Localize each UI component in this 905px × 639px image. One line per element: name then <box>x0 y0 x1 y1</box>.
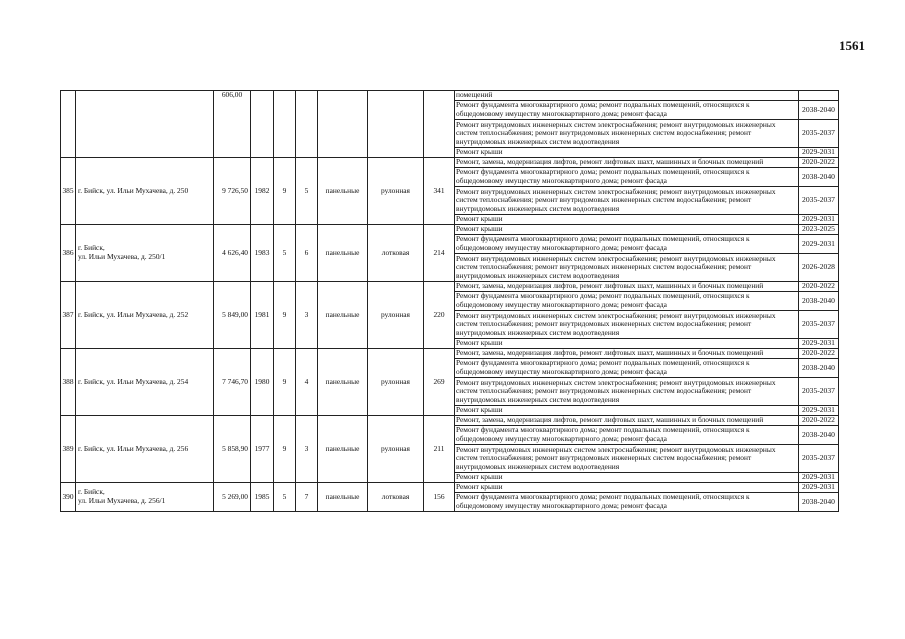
house-number-cell: 390 <box>61 483 76 512</box>
work-description-cell: Ремонт фундамента многоквартирного дома; ремонт подвальных помещений, относящихся к общедомовому имуществу многоквартирного дома; ремонт фасада <box>455 493 799 512</box>
work-description-cell: Ремонт фундамента многоквартирного дома; ремонт подвальных помещений, относящихся к общедомовому имуществу многоквартирного дома; ремонт фасада <box>455 101 799 120</box>
table-row <box>61 416 839 426</box>
work-term-cell: 2020-2022 <box>799 158 839 168</box>
work-description-cell: Ремонт внутридомовых инженерных систем электроснабжения; ремонт внутридомовых инженерных систем теплоснабжения; ремонт внутридомовых инженерных систем водоснабжения; ремонт внутридомовых инженерных систем водоотведения <box>455 311 799 339</box>
address-cell <box>76 91 214 158</box>
work-description-cell: Ремонт внутридомовых инженерных систем электроснабжения; ремонт внутридомовых инженерных систем теплоснабжения; ремонт внутридомовых инженерных систем водоснабжения; ремонт внутридомовых инженерных систем водоотведения <box>455 187 799 215</box>
entrances-cell: 3 <box>296 282 318 349</box>
work-description-cell: Ремонт, замена, модернизация лифтов, ремонт лифтовых шахт, машинных и блочных помещений <box>455 158 799 168</box>
work-description-cell: Ремонт крыши <box>455 473 799 483</box>
year-built-cell: 1980 <box>251 349 274 416</box>
residents-cell: 214 <box>424 225 455 282</box>
work-term-cell: 2035-2037 <box>799 187 839 215</box>
address-cell: г. Бийск, ул. Ильи Мухачева, д. 250/1 <box>76 225 214 282</box>
house-number-cell: 387 <box>61 282 76 349</box>
work-description-cell: Ремонт крыши <box>455 148 799 158</box>
work-description-cell: помещений <box>455 91 799 101</box>
residents-cell: 211 <box>424 416 455 483</box>
work-term-cell: 2035-2037 <box>799 311 839 339</box>
work-term-cell: 2029-2031 <box>799 339 839 349</box>
house-number-cell: 386 <box>61 225 76 282</box>
wall-material-cell: панельные <box>318 349 368 416</box>
work-description-cell: Ремонт, замена, модернизация лифтов, ремонт лифтовых шахт, машинных и блочных помещений <box>455 282 799 292</box>
work-term-cell: 2020-2022 <box>799 282 839 292</box>
entrances-cell: 3 <box>296 416 318 483</box>
work-description-cell: Ремонт внутридомовых инженерных систем электроснабжения; ремонт внутридомовых инженерных систем теплоснабжения; ремонт внутридомовых инженерных систем водоснабжения; ремонт внутридомовых инженерных систем водоотведения <box>455 254 799 282</box>
entrances-cell: 7 <box>296 483 318 512</box>
roof-type-cell: рулонная <box>368 349 424 416</box>
wall-material-cell: панельные <box>318 416 368 483</box>
table-row <box>61 349 839 359</box>
work-description-cell: Ремонт крыши <box>455 225 799 235</box>
wall-material-cell: панельные <box>318 282 368 349</box>
floors-cell: 9 <box>274 349 296 416</box>
house-number-cell: 388 <box>61 349 76 416</box>
work-term-cell: 2038-2040 <box>799 359 839 378</box>
floors-cell: 9 <box>274 282 296 349</box>
address-cell: г. Бийск, ул. Ильи Мухачева, д. 252 <box>76 282 214 349</box>
work-term-cell: 2026-2028 <box>799 254 839 282</box>
work-term-cell: 2020-2022 <box>799 416 839 426</box>
work-term-cell: 2038-2040 <box>799 101 839 120</box>
work-description-cell: Ремонт внутридомовых инженерных систем электроснабжения; ремонт внутридомовых инженерных систем теплоснабжения; ремонт внутридомовых инженерных систем водоснабжения; ремонт внутридомовых инженерных систем водоотведения <box>455 445 799 473</box>
wall-material-cell <box>318 91 368 158</box>
registry-body <box>61 91 839 512</box>
year-built-cell <box>251 91 274 158</box>
roof-type-cell: лотковая <box>368 483 424 512</box>
address-cell: г. Бийск, ул. Ильи Мухачева, д. 256/1 <box>76 483 214 512</box>
floors-cell <box>274 91 296 158</box>
entrances-cell <box>296 91 318 158</box>
work-term-cell: 2020-2022 <box>799 349 839 359</box>
residents-cell: 156 <box>424 483 455 512</box>
area-cell: 5 858,90 <box>214 416 251 483</box>
work-term-cell: 2029-2031 <box>799 215 839 225</box>
table-row <box>61 282 839 292</box>
wall-material-cell: панельные <box>318 225 368 282</box>
table-row <box>61 483 839 493</box>
entrances-cell: 5 <box>296 158 318 225</box>
work-term-cell: 2029-2031 <box>799 235 839 254</box>
page-number: 1561 <box>839 38 865 53</box>
floors-cell: 9 <box>274 158 296 225</box>
house-number-cell <box>61 91 76 158</box>
work-description-cell: Ремонт фундамента многоквартирного дома; ремонт подвальных помещений, относящихся к общедомовому имуществу многоквартирного дома; ремонт фасада <box>455 359 799 378</box>
residents-cell <box>424 91 455 158</box>
floors-cell: 9 <box>274 416 296 483</box>
work-term-cell: 2038-2040 <box>799 168 839 187</box>
residents-cell: 220 <box>424 282 455 349</box>
work-term-cell: 2035-2037 <box>799 445 839 473</box>
work-description-cell: Ремонт фундамента многоквартирного дома; ремонт подвальных помещений, относящихся к общедомовому имуществу многоквартирного дома; ремонт фасада <box>455 426 799 445</box>
work-description-cell: Ремонт крыши <box>455 483 799 493</box>
year-built-cell: 1981 <box>251 282 274 349</box>
work-term-cell: 2029-2031 <box>799 473 839 483</box>
year-built-cell: 1983 <box>251 225 274 282</box>
year-built-cell: 1982 <box>251 158 274 225</box>
entrances-cell: 4 <box>296 349 318 416</box>
work-description-cell: Ремонт, замена, модернизация лифтов, ремонт лифтовых шахт, машинных и блочных помещений <box>455 416 799 426</box>
work-description-cell: Ремонт фундамента многоквартирного дома; ремонт подвальных помещений, относящихся к общедомовому имуществу многоквартирного дома; ремонт фасада <box>455 235 799 254</box>
work-term-cell: 2038-2040 <box>799 426 839 445</box>
residents-cell: 269 <box>424 349 455 416</box>
area-cell: 5 849,00 <box>214 282 251 349</box>
entrances-cell: 6 <box>296 225 318 282</box>
residents-cell: 341 <box>424 158 455 225</box>
work-description-cell: Ремонт фундамента многоквартирного дома; ремонт подвальных помещений, относящихся к общедомовому имуществу многоквартирного дома; ремонт фасада <box>455 168 799 187</box>
year-built-cell: 1977 <box>251 416 274 483</box>
work-description-cell: Ремонт, замена, модернизация лифтов, ремонт лифтовых шахт, машинных и блочных помещений <box>455 349 799 359</box>
house-number-cell: 385 <box>61 158 76 225</box>
area-cell: 606,00 <box>214 91 251 158</box>
table-row <box>61 158 839 168</box>
work-term-cell: 2038-2040 <box>799 493 839 512</box>
work-description-cell: Ремонт фундамента многоквартирного дома; ремонт подвальных помещений, относящихся к общедомовому имуществу многоквартирного дома; ремонт фасада <box>455 292 799 311</box>
address-cell: г. Бийск, ул. Ильи Мухачева, д. 256 <box>76 416 214 483</box>
roof-type-cell: рулонная <box>368 282 424 349</box>
work-description-cell: Ремонт внутридомовых инженерных систем электроснабжения; ремонт внутридомовых инженерных систем теплоснабжения; ремонт внутридомовых инженерных систем водоснабжения; ремонт внутридомовых инженерных систем водоотведения <box>455 120 799 148</box>
address-cell: г. Бийск, ул. Ильи Мухачева, д. 254 <box>76 349 214 416</box>
work-term-cell: 2038-2040 <box>799 292 839 311</box>
housing-repair-registry-table <box>60 90 839 512</box>
work-term-cell: 2029-2031 <box>799 148 839 158</box>
address-cell: г. Бийск, ул. Ильи Мухачева, д. 250 <box>76 158 214 225</box>
work-term-cell: 2029-2031 <box>799 483 839 493</box>
area-cell: 7 746,70 <box>214 349 251 416</box>
wall-material-cell: панельные <box>318 158 368 225</box>
roof-type-cell: рулонная <box>368 416 424 483</box>
floors-cell: 5 <box>274 483 296 512</box>
work-term-cell <box>799 91 839 101</box>
work-description-cell: Ремонт крыши <box>455 406 799 416</box>
table-row <box>61 91 839 101</box>
work-description-cell: Ремонт крыши <box>455 339 799 349</box>
year-built-cell: 1985 <box>251 483 274 512</box>
work-term-cell: 2029-2031 <box>799 406 839 416</box>
roof-type-cell <box>368 91 424 158</box>
house-number-cell: 389 <box>61 416 76 483</box>
work-term-cell: 2023-2025 <box>799 225 839 235</box>
work-description-cell: Ремонт внутридомовых инженерных систем электроснабжения; ремонт внутридомовых инженерных систем теплоснабжения; ремонт внутридомовых инженерных систем водоснабжения; ремонт внутридомовых инженерных систем водоотведения <box>455 378 799 406</box>
table-row <box>61 225 839 235</box>
work-term-cell: 2035-2037 <box>799 378 839 406</box>
roof-type-cell: лотковая <box>368 225 424 282</box>
work-description-cell: Ремонт крыши <box>455 215 799 225</box>
work-term-cell: 2035-2037 <box>799 120 839 148</box>
area-cell: 9 726,50 <box>214 158 251 225</box>
roof-type-cell: рулонная <box>368 158 424 225</box>
area-cell: 4 626,40 <box>214 225 251 282</box>
area-cell: 5 269,00 <box>214 483 251 512</box>
floors-cell: 5 <box>274 225 296 282</box>
wall-material-cell: панельные <box>318 483 368 512</box>
